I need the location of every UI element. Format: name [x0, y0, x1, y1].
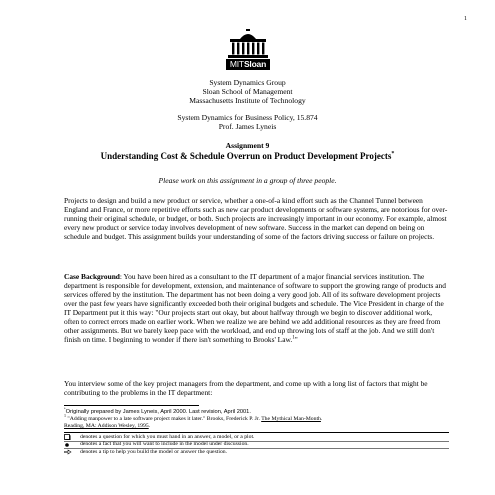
- school-name: Sloan School of Management: [202, 87, 293, 96]
- group-instruction: Please work on this assignment in a group of three people.: [158, 176, 337, 185]
- course-title: System Dynamics for Business Policy, 15.874: [177, 113, 318, 122]
- assignment-number: Assignment 9: [225, 141, 270, 150]
- institution-header: [0, 78, 495, 105]
- professor-name: Prof. James Lyneis: [218, 122, 277, 131]
- course-info: [0, 113, 495, 131]
- logo-mit: MIT: [229, 59, 244, 69]
- hand-pointer-icon: [64, 449, 80, 455]
- intro-paragraph: Projects to design and build a new product or service, whether a one-of-a kind effort such as the Channel Tunnel between England and France, or more repetitive efforts such as new car product developments or software systems, are notorious for over-running their original schedule, or budget, or both. Such projects are increasingly important in our economy. For example, almost every new product or service today involves development of new software. Success in the market can depend on being on schedule and budget. This assignment builds your understanding of some of the factors driving success or failure on projects.: [64, 196, 448, 241]
- mit-sloan-logo: [226, 28, 270, 70]
- page-title: [20, 151, 475, 162]
- logo-wordmark: [226, 59, 270, 70]
- footnote-star-text: Originally prepared by James Lyneis, April 2000. Last revision, April 2001.: [65, 409, 251, 415]
- legend-fact-text: denotes a fact that you will want to include in the model under discussion.: [80, 441, 249, 448]
- case-background-closing-quote: ": [294, 335, 298, 344]
- case-background-label: Case Background: [64, 272, 120, 281]
- legend-row-tip: [64, 449, 449, 456]
- legend-tip-text: denotes a tip to help you build the model or answer the question.: [80, 448, 228, 455]
- legend-question-text: denotes a question for which you must hand in an answer, a model, or a plot.: [80, 433, 255, 440]
- legend-divider: [64, 432, 449, 433]
- legend-row-fact: [64, 441, 449, 448]
- footnote-1-publisher: Reading, MA: Addison Wesley, 1995: [64, 423, 149, 430]
- bullet-icon: [64, 442, 80, 448]
- footnote-star-marker: *: [64, 406, 66, 412]
- footnote-ref-1: 1: [292, 335, 295, 341]
- group-name: System Dynamics Group: [209, 78, 286, 87]
- footnote-1: [64, 413, 449, 430]
- title-footnote-marker: *: [391, 151, 395, 157]
- footnotes: [64, 405, 449, 456]
- logo-sloan: Sloan: [243, 59, 267, 69]
- dome-building-icon: [226, 28, 270, 59]
- case-background-text: : You have been hired as a consultant to the IT department of a major financial services institution. The department is responsible for development, extension, and maintenance of software to support the growing range of products and services offered by the institution. The department has not been doing a very good job. All of its software development projects over the past few years have significantly exceeded both their original budgets and schedule. The Vice President in charge of the IT Department put it this way: "Our projects start out okay, but about halfway through we begin to discover additional work, often to correct errors made on earlier work. When we realize we are behind we add additional resources as they are freed from other assignments. But we barely keep pace with the workload, and end up throwing lots of staff at the job. And we still don't finish on time. I beginning to wonder if there isn't something to Brooks' Law.: [64, 272, 446, 344]
- page-number: 1: [464, 16, 467, 22]
- case-background-paragraph: [64, 272, 449, 344]
- institute-name: Massachusetts Institute of Technology: [189, 96, 306, 105]
- footnote-1-period: .: [320, 416, 323, 423]
- interview-paragraph: You interview some of the key project managers from the department, and come up with a long list of factors that might be contributing to the problems in the IT department:: [64, 379, 428, 397]
- legend-row-question: [64, 434, 449, 441]
- footnote-1-end: .: [148, 423, 151, 430]
- checkbox-icon: [64, 434, 80, 440]
- footnote-1-text: "Adding manpower to a late software project makes it later." Brooks, Frederick P. Jr.: [66, 416, 262, 423]
- footnote-1-marker: 1: [64, 413, 66, 419]
- title-text: Understanding Cost & Schedule Overrun on Product Development Projects: [100, 151, 392, 161]
- footnote-1-book-title: The Mythical Man-Month: [261, 416, 321, 423]
- footnote-divider: [64, 405, 199, 406]
